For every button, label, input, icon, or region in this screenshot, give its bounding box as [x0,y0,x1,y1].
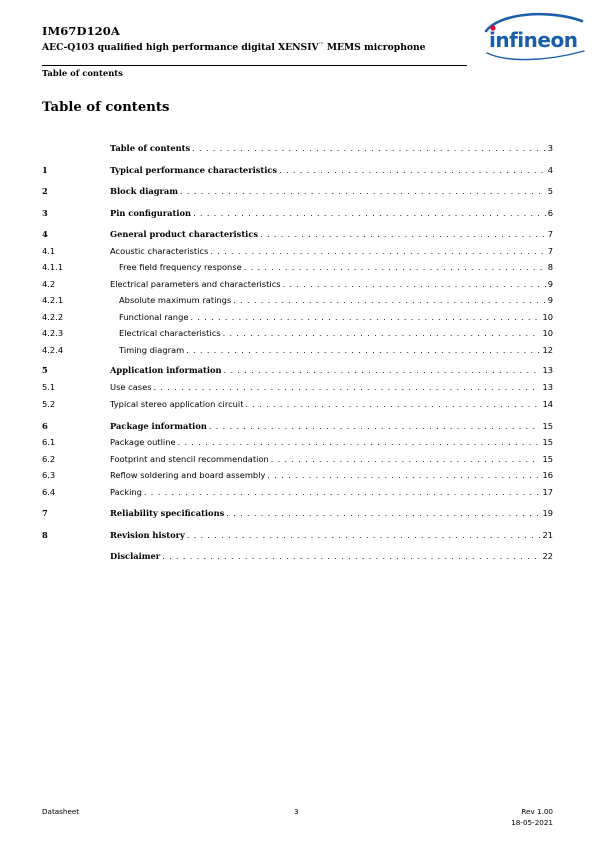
toc-entry-number: 4.2.3 [42,328,64,338]
toc-entry-title[interactable]: Functional range [119,312,189,322]
footer-doc-type: Datasheet [42,807,80,816]
toc-entry-line [110,245,553,258]
toc-entry-page: 10 [542,312,553,322]
toc-entry-number: 4.2.1 [42,295,64,305]
toc-entry-title[interactable]: Acoustic characteristics [110,246,209,256]
toc-dot-leader [192,143,546,155]
toc-entry-line [110,486,553,499]
toc-entry-title[interactable]: Pin configuration [110,208,192,218]
toc-entry-page: 5 [547,186,553,196]
toc-entry-title[interactable]: Electrical characteristics [119,328,221,338]
toc-entry-title[interactable]: Block diagram [110,186,179,196]
toc-entry-number: 4.2 [42,279,56,289]
toc-entry-title[interactable]: Application information [110,365,222,375]
toc-entry-page: 13 [542,365,553,375]
toc-entry-line [119,294,553,307]
toc-dot-leader [144,487,541,499]
toc-entry-page: 3 [547,143,553,153]
toc-entry[interactable] [42,469,553,481]
toc-entry[interactable] [42,398,553,410]
toc-entry-title[interactable]: Footprint and stencil recommendation [110,454,269,464]
trademark-mark: ™ [318,42,324,48]
toc-entry-page: 19 [542,508,553,518]
toc-dot-leader [245,399,540,411]
toc-dot-leader [190,312,540,324]
toc-entry-title[interactable]: Reflow soldering and board assembly [110,470,266,480]
toc-entry-page: 14 [542,399,553,409]
product-subtitle [42,42,467,53]
footer-page-number: 3 [294,807,299,816]
toc-entry-title[interactable]: Package information [110,421,207,431]
toc-entry-line [119,311,553,324]
toc-entry-number: 1 [42,165,48,175]
toc-entry-line [110,228,553,241]
running-section-title: Table of contents [42,68,123,78]
toc-dot-leader [178,437,541,449]
toc-dot-leader [209,421,541,433]
footer-revision: Rev 1.00 [521,807,553,816]
toc-dot-leader [187,530,541,542]
toc-entry-line [110,550,553,563]
toc-entry-number: 4 [42,229,48,239]
toc-entry-number: 4.1 [42,246,56,256]
toc-entry-line [110,436,553,449]
toc-entry-page: 9 [547,279,553,289]
toc-dot-leader [226,508,540,520]
toc-entry-number: 7 [42,508,48,518]
toc-entry[interactable] [42,550,553,562]
toc-entry-number: 6.2 [42,454,56,464]
toc-entry-title[interactable]: Disclaimer [110,551,161,561]
toc-dot-leader [283,279,546,291]
toc-entry-number: 8 [42,530,48,540]
toc-entry[interactable] [42,486,553,498]
toc-entry-title[interactable]: Timing diagram [119,345,185,355]
toc-entry-title[interactable]: Use cases [110,382,152,392]
toc-entry-page: 4 [547,165,553,175]
toc-entry-line [110,453,553,466]
product-title: IM67D120A [42,24,120,38]
toc-entry-line [110,381,553,394]
toc-entry-page: 15 [542,421,553,431]
toc-entry-title[interactable]: Typical stereo application circuit [110,399,244,409]
toc-entry[interactable] [42,207,553,219]
toc-entry[interactable] [42,381,553,393]
toc-dot-leader [271,454,541,466]
toc-entry-number: 4.2.4 [42,345,64,355]
toc-dot-leader [224,365,541,377]
toc-entry-page: 7 [547,246,553,256]
footer-revision-block [511,806,553,828]
toc-entry[interactable] [42,185,553,197]
toc-entry[interactable] [42,529,553,541]
toc-entry-line [110,364,553,377]
header-rule [42,65,467,66]
toc-entry[interactable] [42,228,553,240]
toc-entry[interactable] [42,142,553,154]
toc-entry-line [119,344,553,357]
toc-entry-line [110,398,553,411]
toc-entry-number: 5.2 [42,399,56,409]
toc-entry-title[interactable]: Revision history [110,530,185,540]
toc-dot-leader [267,470,540,482]
toc-entry-line [110,185,553,198]
toc-dot-leader [180,186,546,198]
toc-entry[interactable] [42,344,553,356]
toc-entry-title[interactable]: Packing [110,487,142,497]
toc-entry-number: 6 [42,421,48,431]
toc-dot-leader [260,229,546,241]
toc-entry[interactable] [42,327,553,339]
toc-dot-leader [186,345,540,357]
toc-entry[interactable] [42,311,553,323]
toc-entry-line [110,469,553,482]
toc-entry-title[interactable]: Package outline [110,437,176,447]
toc-entry-title[interactable]: Typical performance characteristics [110,165,278,175]
toc-entry[interactable] [42,278,553,290]
footer-date: 18-05-2021 [511,818,553,827]
toc-entry-page: 6 [547,208,553,218]
toc-entry-number: 6.4 [42,487,56,497]
toc-entry-page: 15 [542,454,553,464]
toc-entry-number: 6.1 [42,437,56,447]
page-title: Table of contents [42,100,170,115]
toc-entry[interactable] [42,261,553,273]
toc-entry-line [110,142,553,155]
toc-dot-leader [279,165,546,177]
toc-entry-page: 10 [542,328,553,338]
toc-entry-number: 6.3 [42,470,56,480]
toc-entry-line [110,529,553,542]
toc-entry-title[interactable]: Electrical parameters and characteristics [110,279,281,289]
toc-entry[interactable] [42,507,553,519]
toc-entry[interactable] [42,453,553,465]
toc-entry-line [110,207,553,220]
toc-entry-number: 4.2.2 [42,312,64,322]
toc-entry-page: 15 [542,437,553,447]
toc-entry-page: 22 [542,551,553,561]
toc-entry-number: 5.1 [42,382,56,392]
toc-entry-number: 4.1.1 [42,262,64,272]
toc-entry-page: 13 [542,382,553,392]
toc-entry-page: 16 [542,470,553,480]
toc-entry-line [119,327,553,340]
toc-entry[interactable] [42,420,553,432]
toc-entry-title[interactable]: Table of contents [110,143,191,153]
infineon-logo [478,11,588,61]
toc-entry-page: 17 [542,487,553,497]
toc-entry-line [110,164,553,177]
toc-entry-title[interactable]: Reliability specifications [110,508,225,518]
toc-entry[interactable] [42,364,553,376]
toc-entry-page: 8 [547,262,553,272]
toc-entry[interactable] [42,245,553,257]
subtitle-suffix: MEMS microphone [323,42,426,54]
toc-entry-line [110,420,553,433]
toc-entry-page: 21 [542,530,553,540]
toc-entry-line [110,507,553,520]
toc-dot-leader [233,295,545,307]
toc-entry-title[interactable]: Free field frequency response [119,262,242,272]
subtitle-main: AEC-Q103 qualified high performance digital XENSIV [42,42,319,54]
toc-dot-leader [244,262,546,274]
logo-underline-swoosh [487,51,584,60]
toc-entry-title[interactable]: Absolute maximum ratings [119,295,232,305]
document-header [42,24,467,53]
toc-entry-page: 12 [542,345,553,355]
toc-entry-number: 5 [42,365,48,375]
toc-entry[interactable] [42,164,553,176]
toc-entry[interactable] [42,436,553,448]
toc-entry-line [119,261,553,274]
toc-dot-leader [154,382,541,394]
toc-dot-leader [210,246,545,258]
toc-entry-page: 9 [547,295,553,305]
toc-dot-leader [223,328,541,340]
toc-entry-number: 3 [42,208,48,218]
toc-entry-number: 2 [42,186,48,196]
logo-wordmark: infineon [489,28,578,52]
toc-entry-title[interactable]: General product characteristics [110,229,259,239]
toc-entry-line [110,278,553,291]
toc-entry-page: 7 [547,229,553,239]
toc-dot-leader [193,208,546,220]
toc-dot-leader [162,551,540,563]
toc-entry[interactable] [42,294,553,306]
